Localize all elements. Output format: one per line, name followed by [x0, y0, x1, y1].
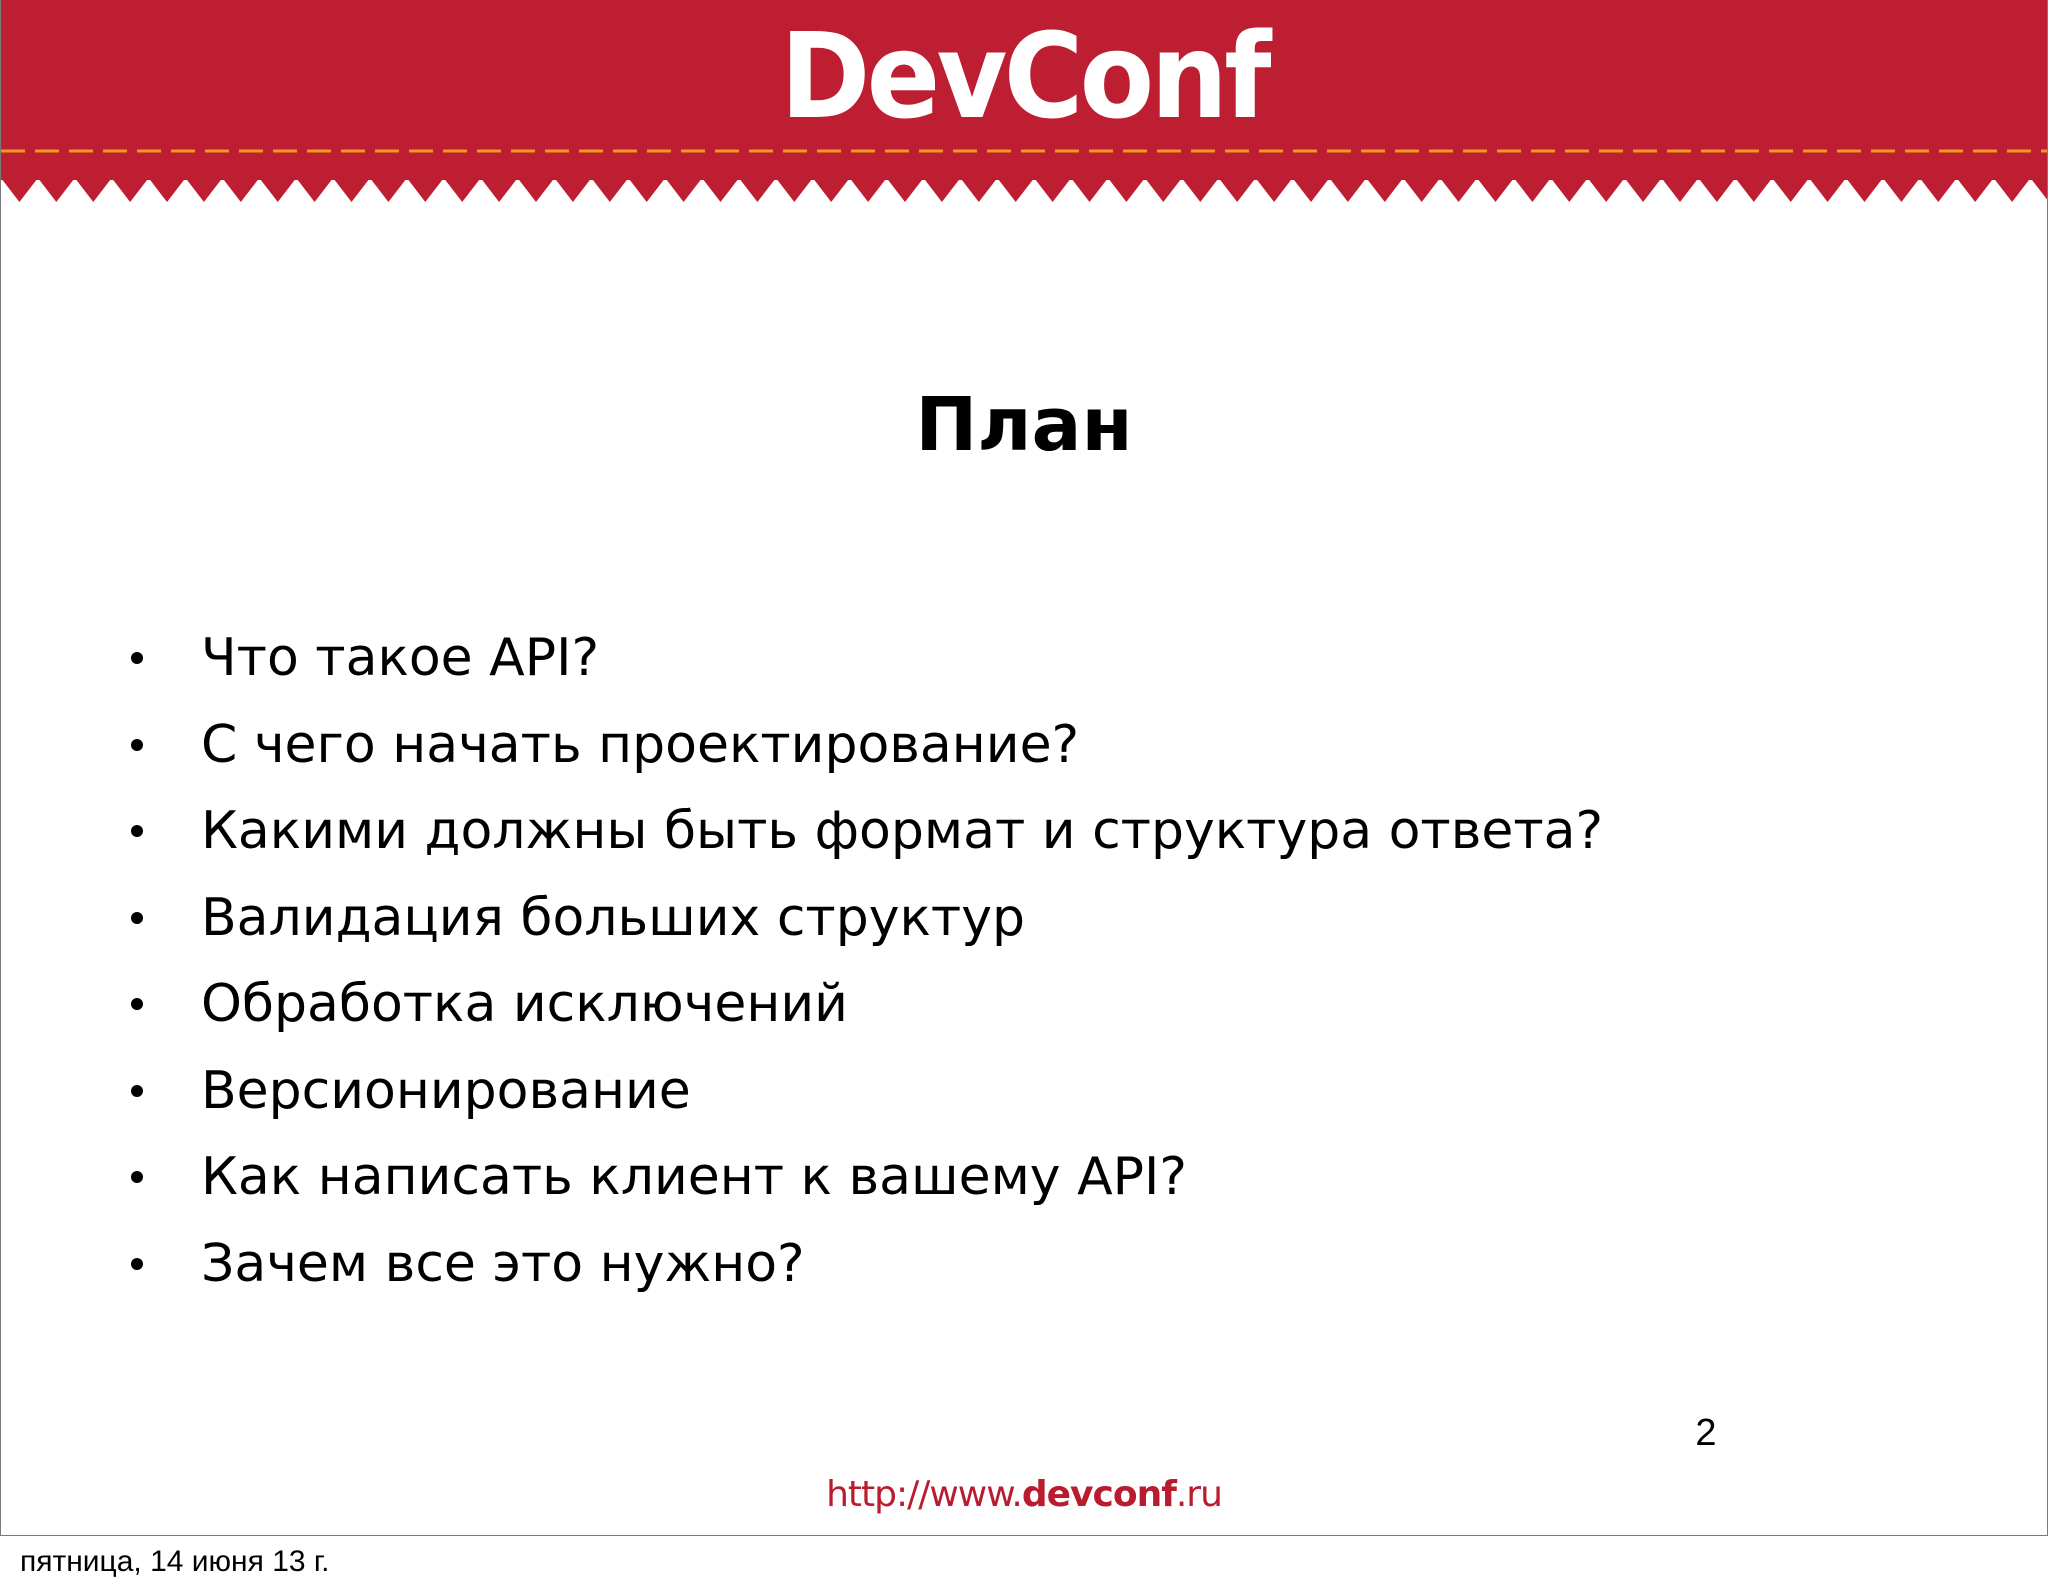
bullet-item — [121, 1048, 1603, 1135]
header-band — [1, 0, 2047, 205]
bullet-text: Как написать клиент к вашему API? — [201, 1147, 1187, 1207]
bullet-dot-icon — [131, 912, 143, 924]
devconf-logo: DevConf — [780, 7, 1268, 145]
bullet-item — [121, 702, 1603, 789]
bullet-dot-icon — [131, 652, 143, 664]
url-domain: devconf — [1021, 1474, 1176, 1515]
bullet-text: Валидация больших структур — [201, 887, 1025, 948]
bullet-text: Версионирование — [201, 1060, 691, 1121]
bullet-dot-icon — [131, 1085, 143, 1097]
bullet-dot-icon — [131, 1171, 143, 1183]
bullet-dot-icon — [131, 739, 143, 751]
bullet-item — [121, 961, 1603, 1048]
bullet-text: Что такое API? — [201, 628, 600, 688]
bullet-item — [121, 1221, 1603, 1308]
bullet-item — [121, 615, 1603, 702]
bullet-list — [121, 615, 1603, 1307]
bullet-dot-icon — [131, 998, 143, 1010]
bullet-text: Зачем все это нужно? — [201, 1233, 805, 1294]
url-prefix: http://www. — [826, 1474, 1022, 1515]
bullet-item — [121, 788, 1603, 875]
bullet-text: С чего начать проектирование? — [201, 714, 1080, 775]
bullet-text: Обработка исключений — [201, 974, 848, 1034]
bullet-text: Какими должны быть формат и структура ответа? — [201, 801, 1604, 861]
zigzag-teeth — [1, 178, 2047, 202]
page-number: 2 — [1695, 1412, 1717, 1454]
url-suffix: .ru — [1175, 1474, 1222, 1515]
bullet-dot-icon — [131, 825, 143, 837]
bullet-item — [121, 875, 1603, 962]
slide-title: План — [915, 382, 1133, 468]
date-caption: пятница, 14 июня 13 г. — [20, 1545, 330, 1578]
footer-url-link[interactable] — [1, 1470, 2047, 1520]
bullet-item — [121, 1134, 1603, 1221]
bullet-dot-icon — [131, 1258, 143, 1270]
